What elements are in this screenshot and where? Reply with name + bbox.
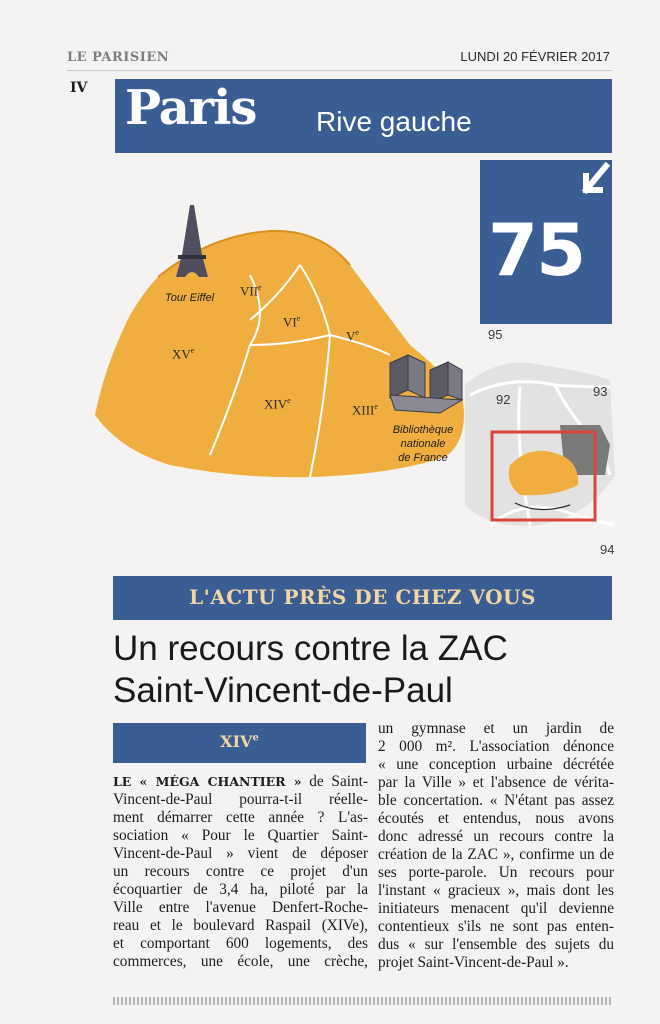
text-line: un recours contre ce projet d'un [113, 863, 368, 880]
arrondissement-vi: VIe [283, 314, 301, 330]
article-lead: LE « MÉGA CHANTIER » [113, 774, 302, 789]
text-line: l'instant « gracieux », mais dont les [378, 882, 614, 899]
text-line: ses porte-parole. Un recours pour [378, 864, 614, 881]
arrondissements-map [90, 195, 480, 515]
text-line: Ville entre l'avenue Denfert-Roche- [113, 899, 368, 916]
caption-tour-eiffel: Tour Eiffel [165, 292, 215, 304]
text-line: projet Saint-Vincent-de-Paul ». [378, 954, 569, 971]
banner-subtitle: Rive gauche [316, 106, 472, 137]
text-line: Vincent-de-Paul » vient de déposer [113, 845, 368, 862]
text-line: écoquartier de 3,4 ha, piloté par la [113, 881, 368, 898]
issue-date: LUNDI 20 FÉVRIER 2017 [460, 49, 610, 64]
arrow-down-left-icon [578, 160, 612, 200]
text-line: sociation « Pour le Quartier Saint- [113, 827, 368, 844]
text-line: donc adressé un recours contre la [378, 828, 614, 845]
text-line: initiateurs menacent qu'il devienne [378, 900, 614, 917]
department-number: 75 [488, 208, 585, 292]
text-line: un gymnase et un jardin de [378, 720, 614, 737]
text-line: par la Ville » et l'absence de vérita- [378, 774, 614, 791]
caption-bnf: Bibliothèque nationale de France [392, 424, 454, 464]
department-label-94: 94 [600, 542, 615, 557]
newspaper-name: LE PARISIEN [67, 50, 170, 65]
text-line: Vincent-de-Paul pourra-t-il réelle- [113, 791, 368, 808]
arrondissement-xiv: XIVe [264, 396, 291, 412]
arrondissement-vii: VIIe [240, 283, 262, 299]
text-line: commerces, une école, une crèche, [113, 953, 368, 970]
department-label-95: 95 [488, 327, 503, 342]
text-line: écoutés et entendus, nous avons [378, 810, 614, 827]
masthead-rule [67, 70, 612, 71]
text-line: ble concertation. « N'étant pas assez [378, 792, 614, 809]
arrondissement-xiii: XIIIe [352, 402, 378, 418]
text-line: contentieux s'ils ne sont pas enten- [378, 918, 614, 935]
text-line: et comportant 600 logements, des [113, 935, 368, 952]
article-headline: Un recours contre la ZAC Saint-Vincent-de-Paul [113, 629, 508, 710]
text-line: 2 000 m². L'association dénonce [378, 738, 614, 755]
text-line: LE « MÉGA CHANTIER » de Saint- [113, 773, 368, 790]
arrondissement-tag: XIVe [220, 732, 259, 751]
arrondissement-v: Ve [346, 328, 359, 344]
text-line: « une conception urbaine décrétée [378, 756, 614, 773]
arrondissement-xv: XVe [172, 346, 195, 362]
eiffel-tower-icon [176, 205, 208, 277]
section-header: L'ACTU PRÈS DE CHEZ VOUS [189, 585, 536, 609]
region-inset-map [460, 325, 620, 555]
article-column-2 [378, 720, 614, 972]
text-line: création de la ZAC », confirme un de [378, 846, 614, 863]
department-label-92: 92 [496, 392, 511, 407]
bottom-divider [113, 997, 613, 1005]
text-line: reau et le boulevard Raspail (XIVe), [113, 917, 368, 934]
page-number: IV [70, 80, 88, 96]
department-label-93: 93 [593, 384, 608, 399]
text-line: ment démarrer cette année ? L'as- [113, 809, 368, 826]
text-line: dus « sur l'ensemble des sujets du [378, 936, 614, 953]
banner-title: Paris [125, 80, 257, 136]
article-column-1 [113, 773, 368, 971]
